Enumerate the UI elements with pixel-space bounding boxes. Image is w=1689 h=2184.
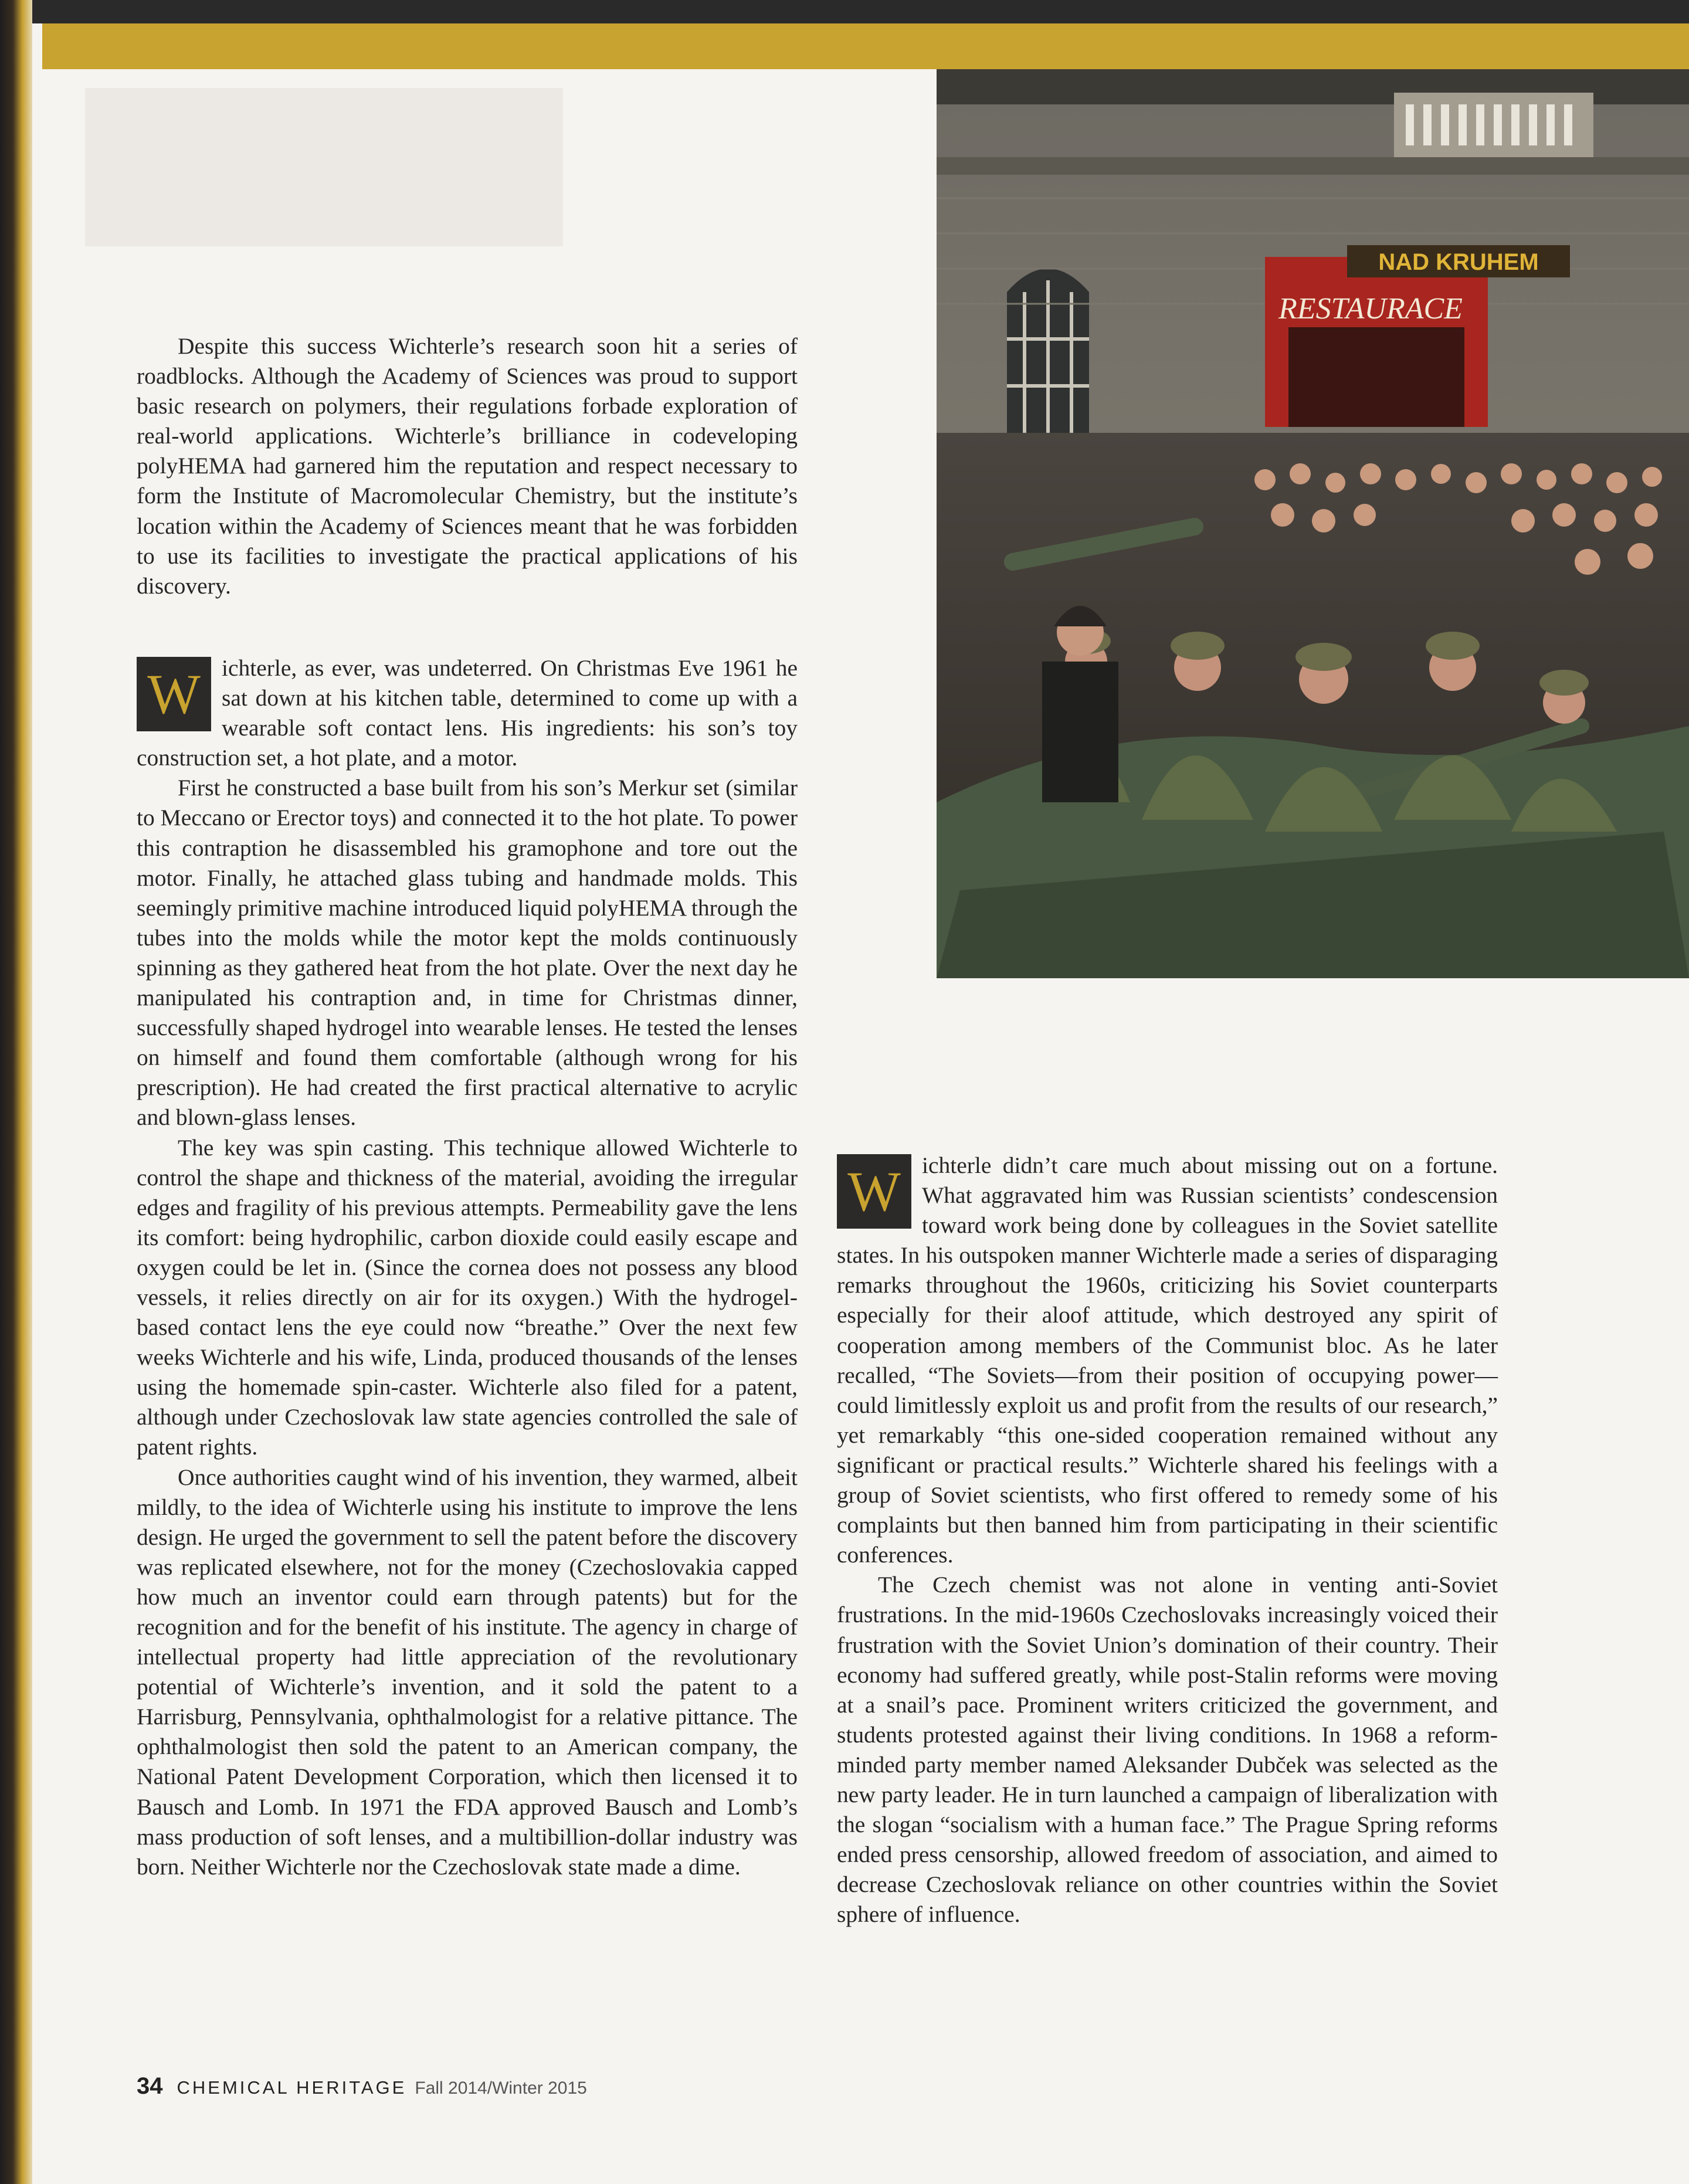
- issue-date: Fall 2014/Winter 2015: [415, 2078, 587, 2098]
- section2-column: [837, 1151, 1498, 1929]
- photo-illustration: [937, 69, 1689, 978]
- page-number: 34: [137, 2073, 163, 2099]
- section2-dropcap: W: [837, 1154, 911, 1229]
- section1-paragraph-2: First he constructed a base built from his son’s Merkur set (similar to Meccano or Erector toys) and connected it to the hot plate. To power this contraption he disassembled his gramophone and tore out the motor. Finally, he attached glass tubing and handmade molds. This seemingly primitive machine introduced liquid polyHEMA through the tubes into the molds while the motor kept the molds continuously spinning as they gathered heat from the hot plate. Over the next day he manipulated his contraption and, in time for Christmas dinner, successfully shaped hydrogel into wearable lenses. He tested the lenses on himself and found them comfortable (although wrong for his prescription). He had created the first practical alternative to acrylic and blown-glass lenses.: [137, 775, 798, 1131]
- journal-name: CHEMICAL HERITAGE: [177, 2077, 407, 2098]
- section1-dropcap: W: [137, 657, 211, 731]
- show-through-block: [85, 88, 563, 246]
- prague-1968-photo: [937, 69, 1689, 978]
- page-footer: [137, 2073, 587, 2097]
- section1-paragraph-3: The key was spin casting. This technique allowed Wichterle to control the shape and thickness of the material, avoiding the irregular edges and fragility of his previous attempts. Permeability gave the lens its comfort: being hydrophilic, carbon dioxide could easily escape and oxygen could be let in. (Since the cornea does not possess any blood vessels, it relies directly on air for its oxygen.) With the hydrogel-based contact lens the eye could now “breathe.” Over the next few weeks Wichterle and his wife, Linda, produced thousands of the lenses using the homemade spin-caster. Wichterle also filed for a patent, although under Czechoslovak law state agencies controlled the sale of patent rights.: [137, 1134, 798, 1460]
- section1-paragraph-1: ichterle, as ever, was undeterred. On Christmas Eve 1961 he sat down at his kitchen table, determined to come up with a wearable soft contact lens. His ingredients: his son’s toy construction set, a hot plate, and a motor.: [137, 655, 798, 771]
- section1-paragraph-4: Once authorities caught wind of his invention, they warmed, albeit mildly, to the idea of Wichterle using his institute to improve the lens design. He urged the government to sell the patent before the discovery was replicated elsewhere, not for the money (Czechoslovakia capped how much an inventor could earn through patents) but for the recognition and for the benefit of his institute. The agency in charge of intellectual property had little appreciation of the revolutionary potential of Wichterle’s invention, and it sold the patent to a Harrisburg, Pennsylvania, ophthalmologist for a relative pittance. The ophthalmologist then sold the patent to an American company, the National Patent Development Corporation, which then licensed it to Bausch and Lomb. In 1971 the FDA approved Bausch and Lomb’s mass production of soft lenses, and a multibillion-dollar industry was born. Neither Wichterle nor the Czechoslovak state made a dime.: [137, 1464, 798, 1880]
- intro-paragraph-block: [137, 331, 798, 601]
- section1-column: [137, 653, 798, 1882]
- sign-restaurant-text: RESTAURACE: [1278, 292, 1463, 325]
- intro-paragraph: Despite this success Wichterle’s research soon hit a series of roadblocks. Although the Academy of Sciences was proud to support basic research on polymers, their regulations forbade exploration of real-world applications. Wichterle’s brilliance in codeveloping polyHEMA had garnered him the reputation and respect necessary to form the Institute of Macromolecular Chemistry, but the institute’s location within the Academy of Sciences meant that he was forbidden to use its facilities to investigate the practical applications of his discovery.: [137, 333, 798, 599]
- section2-paragraph-1: ichterle didn’t care much about missing out on a fortune. What aggravated him was Russian scientists’ condescension toward work being done by colleagues in the Soviet satellite states. In his outspoken manner Wichterle made a series of disparaging remarks throughout the 1960s, criticizing his Soviet counterparts especially for their aloof attitude, which destroyed any spirit of cooperation among members of the Communist bloc. As he later recalled, “The Soviets—from their position of occupying power—could limitlessly exploit us and profit from the results of our research,” yet remarkably “this one-sided cooperation remained without any significant or practical results.” Wichterle shared his feelings with a group of Soviet scientists, who first offered to remedy some of his complaints but then banned him from participating in their scientific conferences.: [837, 1152, 1498, 1568]
- page-binding-edge: [0, 0, 32, 2184]
- section2-paragraph-2: The Czech chemist was not alone in venting anti-Soviet frustrations. In the mid-1960s Czechoslovaks increasingly voiced their frustration with the Soviet Union’s domination of their country. Their economy had suffered greatly, while post-Stalin reforms were moving at a snail’s pace. Prominent writers criticized the government, and students protested against their living conditions. In 1968 a reform-minded party member named Aleksander Dubček was selected as the new party leader. He in turn launched a campaign of liberalization with the slogan “socialism with a human face.” The Prague Spring reforms ended press censorship, allowed freedom of association, and aimed to decrease Czechoslovak reliance on other countries within the Soviet sphere of influence.: [837, 1572, 1498, 1928]
- header-color-band: [42, 23, 1689, 69]
- sign-top-text: NAD KRUHEM: [1378, 249, 1539, 275]
